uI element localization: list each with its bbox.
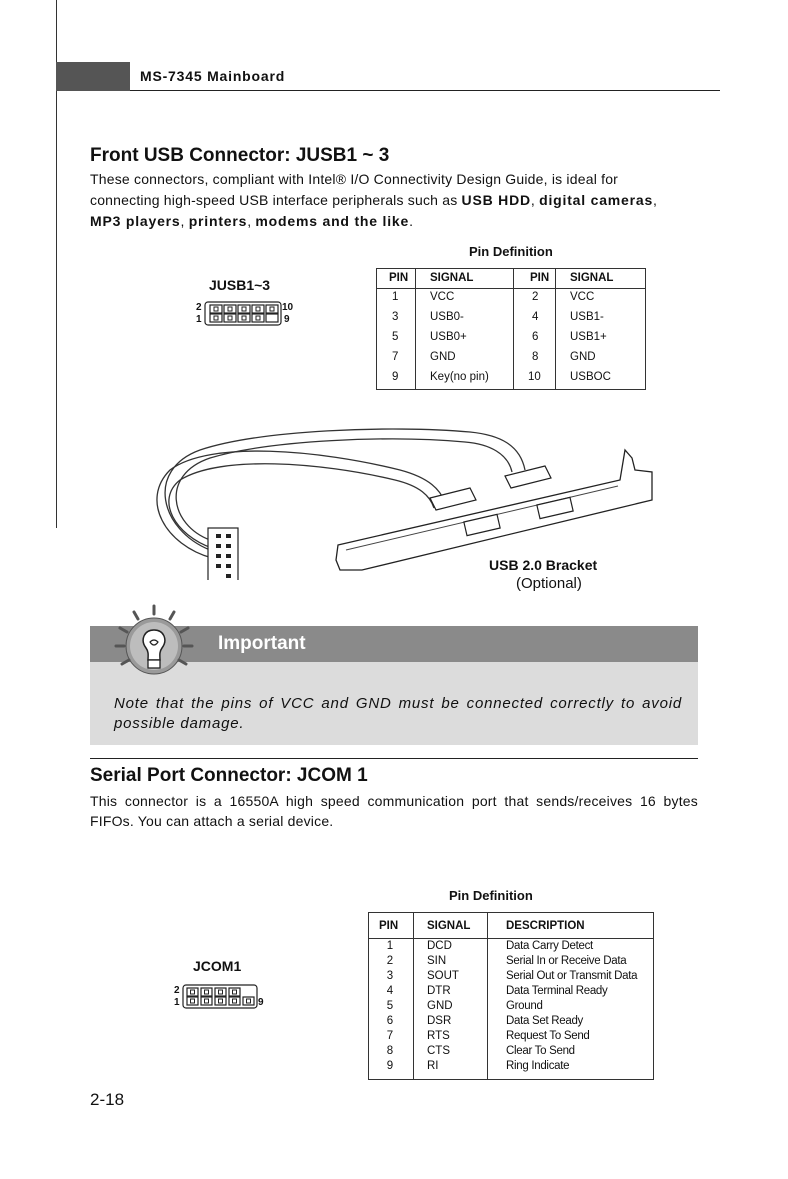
usb-cell: 2 <box>532 291 539 303</box>
usb-text-sep5: . <box>409 213 414 229</box>
serial-cell: SOUT <box>427 970 459 982</box>
table-row <box>369 1060 653 1075</box>
usb-description-line1: These connectors, compliant with Intel® I/O Connectivity Design Guide, is ideal for <box>90 171 619 187</box>
usb-table-divider-2 <box>513 269 514 389</box>
serial-cell: 2 <box>386 955 394 967</box>
table-row <box>369 1030 653 1045</box>
serial-cell: Ground <box>506 1000 543 1012</box>
serial-cell: 7 <box>386 1030 394 1042</box>
header-tab-block <box>56 62 130 91</box>
usb-cell: USBOC <box>570 371 611 383</box>
usb-header-pin-1: PIN <box>389 272 409 284</box>
serial-cell: Request To Send <box>506 1030 590 1042</box>
usb-description-line3 <box>90 211 698 232</box>
usb-text-sep1: , <box>530 192 540 208</box>
usb-header-pin-2: PIN <box>530 272 550 284</box>
usb-cell: Key(no pin) <box>430 371 489 383</box>
serial-cell: CTS <box>427 1045 450 1057</box>
serial-cell: RTS <box>427 1030 450 1042</box>
serial-cell: 5 <box>386 1000 394 1012</box>
usb-cell: USB1- <box>570 311 604 323</box>
bracket-optional: (Optional) <box>516 575 582 592</box>
serial-pin-def-title: Pin Definition <box>449 888 533 903</box>
table-row <box>369 955 653 970</box>
jusb-connector-diagram <box>204 301 282 326</box>
usb-description <box>90 169 698 232</box>
serial-header-signal: SIGNAL <box>427 920 471 932</box>
jcom-pin-2-label: 2 <box>174 985 180 996</box>
serial-cell: 3 <box>386 970 394 982</box>
usb-text-bold4: printers <box>188 213 248 229</box>
jcom-pin-1-label: 1 <box>174 997 180 1008</box>
usb-cell: 1 <box>392 291 399 303</box>
serial-cell: Serial In or Receive Data <box>506 955 627 967</box>
usb-header-signal-2: SIGNAL <box>570 272 614 284</box>
serial-header-pin: PIN <box>379 920 399 932</box>
usb-pin-table <box>376 268 646 390</box>
usb-text-bold3: MP3 players <box>90 213 181 229</box>
lightbulb-icon <box>112 602 196 686</box>
usb-cell: 8 <box>532 351 539 363</box>
usb-cell: VCC <box>430 291 455 303</box>
usb-text-sep4: , <box>247 213 256 229</box>
jusb-pin-1-label: 1 <box>196 314 202 325</box>
usb-text-bold1: USB HDD <box>461 192 531 208</box>
usb-cell: USB0+ <box>430 331 467 343</box>
jusb-label: JUSB1~3 <box>209 277 271 293</box>
usb-pin-def-title: Pin Definition <box>469 244 553 259</box>
serial-cell: 9 <box>386 1060 394 1072</box>
jusb-pin-9-label: 9 <box>284 314 290 325</box>
serial-cell: Data Terminal Ready <box>506 985 608 997</box>
jusb-pin-2-label: 2 <box>196 302 202 313</box>
jcom-label: JCOM1 <box>193 958 242 974</box>
header-rule <box>130 90 720 91</box>
table-row <box>369 940 653 955</box>
usb-cell: VCC <box>570 291 595 303</box>
serial-cell: 1 <box>386 940 394 952</box>
usb-cell: USB0- <box>430 311 464 323</box>
usb-cell: 3 <box>392 311 399 323</box>
bracket-label: USB 2.0 Bracket <box>489 557 598 573</box>
usb-cell: GND <box>430 351 456 363</box>
table-row <box>369 1015 653 1030</box>
serial-pin-table <box>368 912 654 1080</box>
usb-text-bold2: digital cameras <box>539 192 654 208</box>
jusb-pin-10-label: 10 <box>282 302 294 313</box>
serial-cell: Ring Indicate <box>506 1060 570 1072</box>
usb-header-signal-1: SIGNAL <box>430 272 474 284</box>
serial-cell: Clear To Send <box>506 1045 575 1057</box>
serial-header-description: DESCRIPTION <box>506 920 585 932</box>
serial-cell: 8 <box>386 1045 394 1057</box>
serial-cell: Data Set Ready <box>506 1015 583 1027</box>
serial-cell: Data Carry Detect <box>506 940 593 952</box>
important-text: Note that the pins of VCC and GND must be connected correctly to avoid possible damage. <box>114 695 682 732</box>
serial-cell: DCD <box>427 940 452 952</box>
serial-cell: RI <box>427 1060 439 1072</box>
section-rule <box>90 758 698 759</box>
jcom-pin-9-label: 9 <box>258 997 264 1008</box>
usb-text-sep3: , <box>180 213 189 229</box>
usb-text-sep2: , <box>653 192 658 208</box>
usb-cell: 4 <box>532 311 539 323</box>
usb-table-divider-3 <box>555 269 556 389</box>
usb-cell: 10 <box>528 371 541 383</box>
table-row <box>369 970 653 985</box>
usb-table-divider-1 <box>415 269 416 389</box>
serial-cell: GND <box>427 1000 453 1012</box>
serial-cell: DTR <box>427 985 451 997</box>
usb-cell: 9 <box>392 371 399 383</box>
usb-cell: USB1+ <box>570 331 607 343</box>
usb-text-a: connecting high-speed USB interface peripherals such as <box>90 192 462 208</box>
serial-cell: DSR <box>427 1015 452 1027</box>
usb-cell: GND <box>570 351 596 363</box>
usb-section-title: Front USB Connector: JUSB1 ~ 3 <box>90 145 390 166</box>
serial-section-title: Serial Port Connector: JCOM 1 <box>90 765 368 786</box>
serial-cell: SIN <box>427 955 447 967</box>
usb-cell: 7 <box>392 351 399 363</box>
usb-cell: 5 <box>392 331 399 343</box>
jcom-connector-diagram <box>182 984 258 1009</box>
table-row <box>369 1045 653 1060</box>
serial-cell: Serial Out or Transmit Data <box>506 970 638 982</box>
usb-text-bold5: modems and the like <box>255 213 410 229</box>
table-row <box>369 985 653 1000</box>
page-number: 2-18 <box>90 1090 125 1109</box>
usb-cell: 6 <box>532 331 539 343</box>
important-title: Important <box>218 633 306 654</box>
serial-cell: 6 <box>386 1015 394 1027</box>
header-title: MS-7345 Mainboard <box>140 68 286 84</box>
usb-description-line2 <box>90 190 698 211</box>
table-row <box>369 1000 653 1015</box>
usb-bracket-illustration <box>140 410 670 580</box>
serial-cell: 4 <box>386 985 394 997</box>
serial-description: This connector is a 16550A high speed communication port that sends/receives 16 bytes FIFOs. You can attach a serial device. <box>90 793 698 829</box>
